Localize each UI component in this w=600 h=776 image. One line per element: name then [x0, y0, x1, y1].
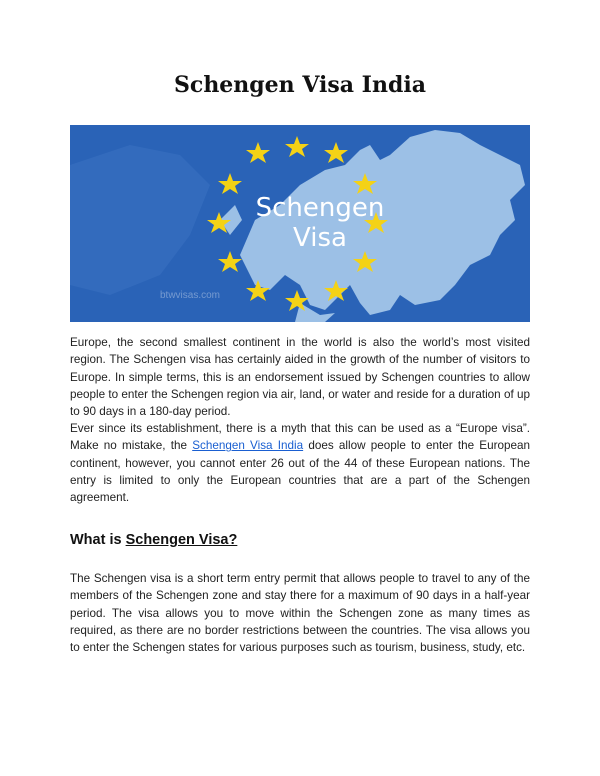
star-8 [218, 251, 242, 272]
watermark: btwvisas.com [160, 290, 221, 301]
schengen-visa-heading-link[interactable]: Schengen Visa? [125, 532, 238, 548]
page-title: Schengen Visa India [174, 72, 426, 98]
section-heading [70, 532, 237, 548]
myth-paragraph [70, 420, 530, 506]
myth-text-before: Ever since its establishment, there is a myth that this can be used as a “Europe visa”. Make no mistake, the [70, 422, 530, 453]
star-4 [218, 173, 242, 194]
star-3 [324, 142, 348, 163]
hero-label-line2: Visa [293, 223, 347, 253]
myth-text-after: does allow people to enter the European continent, however, you cannot enter 26 out of the 44 of these European nations. The entry is limited to only the European countries that are a part of the Schengen agreement. [70, 439, 530, 505]
definition-paragraph: The Schengen visa is a short term entry permit that allows people to travel to any of the members of the Schengen zone and stay there for a maximum of 90 days in a half-year period. The visa allows you to move within the Schengen zone as many times as required, as there are no border restrictions between the countries. The visa allows you to enter the Schengen states for various purposes such as tourism, business, study, etc. [70, 572, 530, 655]
intro-paragraph: Europe, the second smallest continent in the world is also the world’s most visited region. The Schengen visa has certainly aided in the growth of the number of visitors to Europe. In simple terms, this is an endorsement issued by Schengen countries to allow people to enter the Schengen region via air, land, or water and reside for a duration of up to 90 days in a 180-day period. [70, 336, 530, 419]
star-2 [285, 136, 309, 157]
star-1 [246, 142, 270, 163]
heading-prefix: What is [70, 532, 126, 548]
schengen-visa-india-link[interactable]: Schengen Visa India [192, 439, 304, 453]
hero-label-line1: Schengen [255, 193, 385, 223]
hero-image [70, 125, 530, 322]
